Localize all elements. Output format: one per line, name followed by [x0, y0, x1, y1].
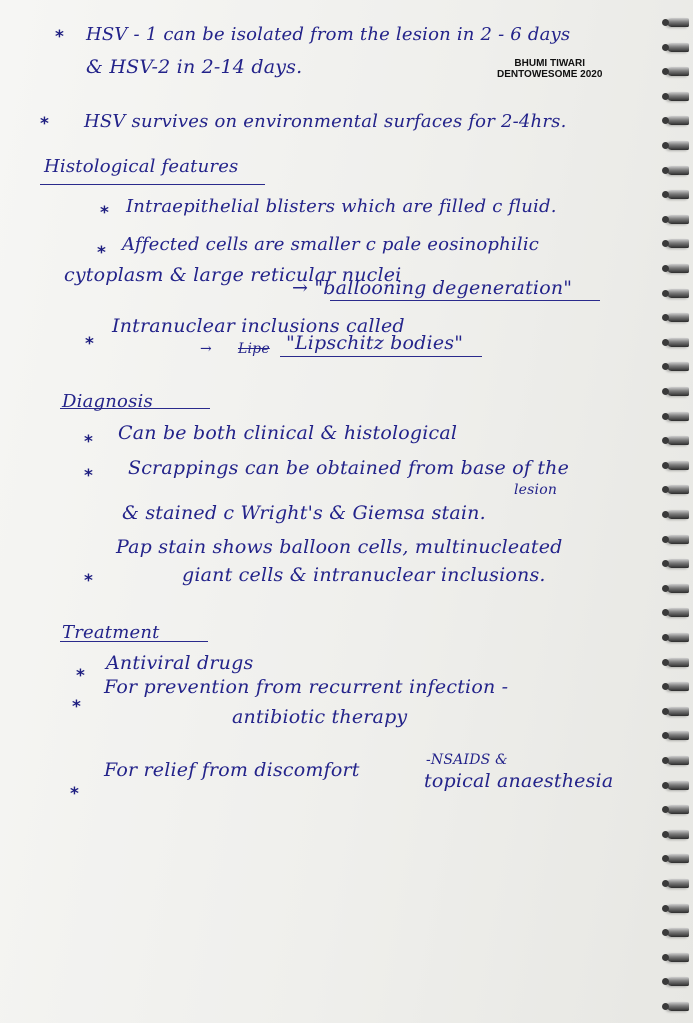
punch-hole: [662, 93, 669, 100]
diagnosis-line-2: Scrappings can be obtained from base of the: [128, 457, 570, 479]
spiral-coil: [667, 92, 689, 101]
punch-hole: [662, 413, 669, 420]
spiral-coil: [667, 830, 689, 839]
spiral-coil: [667, 608, 689, 617]
histological-line-4: → "ballooning degeneration": [292, 277, 573, 299]
punch-hole: [662, 880, 669, 887]
histological-line-6: "Lipschitz bodies": [286, 332, 464, 354]
punch-hole: [662, 659, 669, 666]
bullet-icon: *: [70, 784, 79, 804]
spiral-coil: [667, 1002, 689, 1011]
bullet-icon: *: [100, 203, 109, 223]
heading-underline: [60, 408, 210, 409]
spiral-coil: [667, 67, 689, 76]
treatment-line-1: Antiviral drugs: [106, 652, 254, 674]
spiral-coil: [667, 928, 689, 937]
section-heading-diagnosis: Diagnosis: [62, 391, 153, 412]
spiral-coil: [667, 239, 689, 248]
bullet-icon: *: [85, 334, 94, 354]
punch-hole: [662, 511, 669, 518]
spiral-coil: [667, 854, 689, 863]
diagnosis-line-4: Pap stain shows balloon cells, multinucleated: [116, 536, 563, 558]
punch-hole: [662, 19, 669, 26]
bullet-icon: *: [84, 571, 93, 591]
spiral-coil: [667, 559, 689, 568]
bullet-icon: *: [55, 27, 64, 47]
spiral-coil: [667, 510, 689, 519]
histological-line-2: Affected cells are smaller c pale eosinophilic: [122, 234, 540, 255]
spiral-coil: [667, 682, 689, 691]
spiral-coil: [667, 977, 689, 986]
punch-hole: [662, 831, 669, 838]
spiral-coil: [667, 781, 689, 790]
spiral-coil: [667, 264, 689, 273]
treatment-line-3: antibiotic therapy: [232, 706, 408, 728]
spiral-coil: [667, 904, 689, 913]
punch-hole: [662, 339, 669, 346]
histological-line-1: Intraepithelial blisters which are filled c fluid.: [126, 196, 557, 217]
treatment-line-2: For prevention from recurrent infection -: [104, 676, 509, 698]
spiral-coil: [667, 215, 689, 224]
watermark-brand: DENTOWESOME 2020: [497, 69, 603, 80]
bullet-icon: *: [84, 432, 93, 452]
spiral-coil: [667, 805, 689, 814]
punch-hole: [662, 462, 669, 469]
intro-line-2: & HSV-2 in 2-14 days.: [86, 56, 303, 78]
spiral-coil: [667, 190, 689, 199]
diagnosis-line-2b: lesion: [514, 482, 558, 498]
punch-hole: [662, 536, 669, 543]
bullet-icon: *: [76, 666, 85, 686]
spiral-coil: [667, 362, 689, 371]
spiral-coil: [667, 313, 689, 322]
bullet-icon: *: [97, 243, 106, 263]
spiral-coil: [667, 633, 689, 642]
spiral-coil: [667, 166, 689, 175]
underline: [280, 356, 482, 357]
punch-hole: [662, 905, 669, 912]
underline: [330, 300, 600, 301]
spiral-coil: [667, 412, 689, 421]
bullet-icon: *: [84, 466, 93, 486]
punch-hole: [662, 290, 669, 297]
heading-underline: [40, 184, 265, 185]
spiral-coil: [667, 485, 689, 494]
intro-line-3: HSV survives on environmental surfaces for 2-4hrs.: [84, 111, 567, 132]
diagnosis-line-5: giant cells & intranuclear inclusions.: [182, 564, 546, 586]
punch-hole: [662, 757, 669, 764]
treatment-line-4c: topical anaesthesia: [424, 770, 614, 792]
spiral-coil: [667, 141, 689, 150]
punch-hole: [662, 782, 669, 789]
bullet-icon: *: [40, 114, 49, 134]
spiral-coil: [667, 436, 689, 445]
spiral-coil: [667, 338, 689, 347]
punch-hole: [662, 954, 669, 961]
spiral-coil: [667, 879, 689, 888]
punch-hole: [662, 585, 669, 592]
histological-line-3: cytoplasm & large reticular nuclei: [64, 264, 402, 286]
arrow-icon: →: [200, 341, 212, 357]
spiral-coil: [667, 658, 689, 667]
punch-hole: [662, 265, 669, 272]
spiral-coil: [667, 289, 689, 298]
spiral-coil: [667, 535, 689, 544]
watermark: [497, 58, 602, 80]
treatment-line-4: For relief from discomfort: [104, 759, 360, 781]
spiral-coil: [667, 116, 689, 125]
punch-hole: [662, 44, 669, 51]
heading-underline: [60, 641, 208, 642]
intro-line-1: HSV - 1 can be isolated from the lesion in 2 - 6 days: [86, 24, 571, 45]
spiral-coil: [667, 731, 689, 740]
punch-hole: [662, 142, 669, 149]
spiral-coil: [667, 707, 689, 716]
diagnosis-line-1: Can be both clinical & histological: [118, 422, 458, 444]
spiral-coil: [667, 584, 689, 593]
punch-hole: [662, 708, 669, 715]
spiral-coil: [667, 18, 689, 27]
struck-text: Lipe: [238, 341, 270, 357]
treatment-line-4b: -NSAIDS &: [426, 752, 508, 768]
punch-hole: [662, 167, 669, 174]
section-heading-treatment: Treatment: [62, 622, 160, 643]
spiral-coil: [667, 953, 689, 962]
punch-hole: [662, 388, 669, 395]
punch-hole: [662, 634, 669, 641]
spiral-coil: [667, 43, 689, 52]
histological-line-5: Intranuclear inclusions called: [112, 315, 405, 337]
bullet-icon: *: [72, 697, 81, 717]
spiral-coil: [667, 461, 689, 470]
spiral-coil: [667, 387, 689, 396]
section-heading-histological: Histological features: [44, 156, 239, 177]
punch-hole: [662, 1003, 669, 1010]
spiral-coil: [667, 756, 689, 765]
spiral-binding: [659, 0, 693, 1023]
watermark-name: BHUMI TIWARI: [514, 58, 585, 69]
diagnosis-line-3: & stained c Wright's & Giemsa stain.: [122, 502, 486, 524]
punch-hole: [662, 216, 669, 223]
